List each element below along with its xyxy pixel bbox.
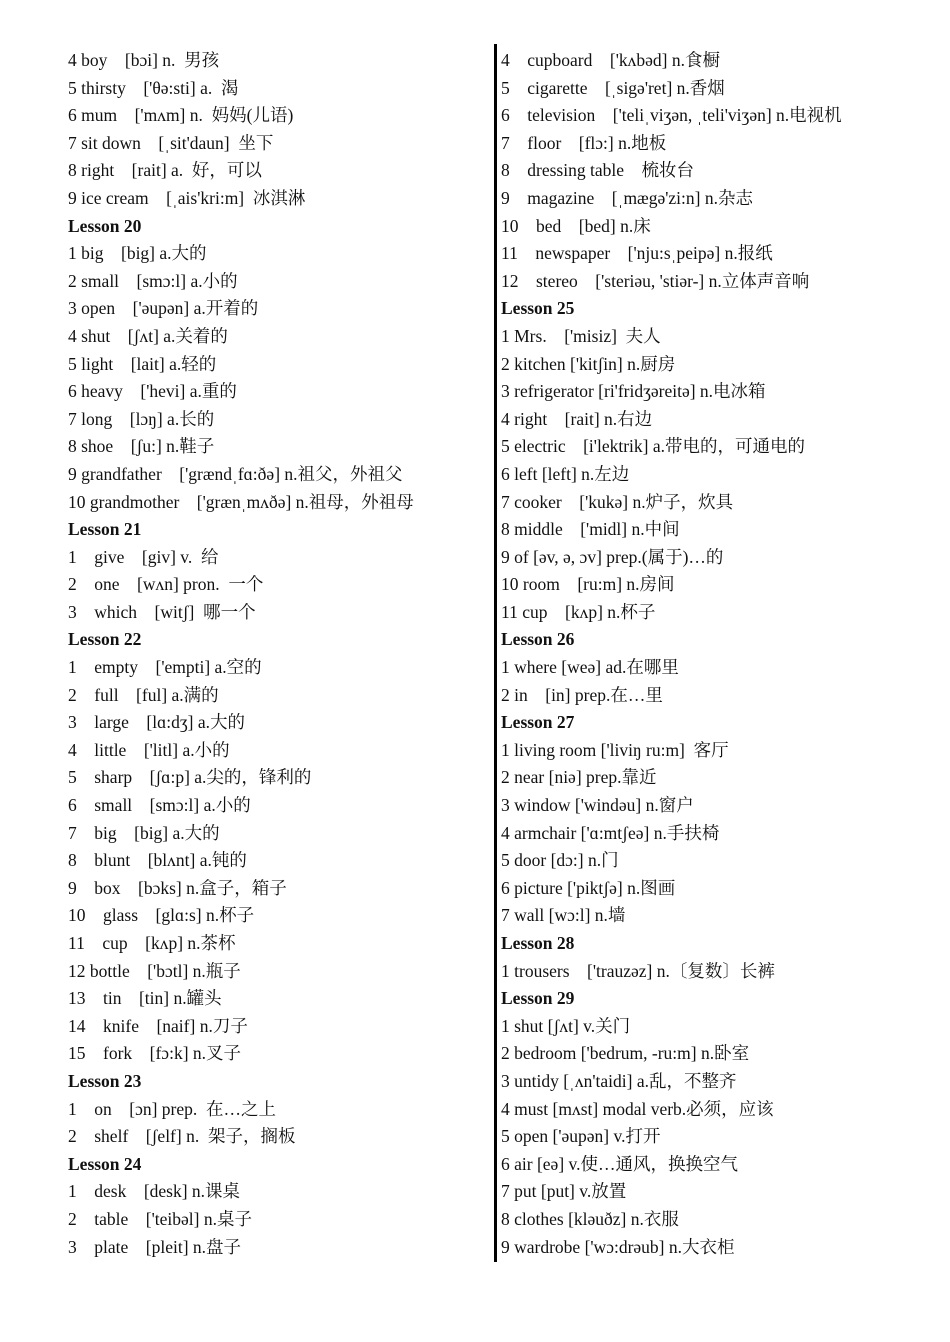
vocab-entry: 10 bed [bed] n.床 [501, 215, 651, 236]
vocab-entry: 15 fork [fɔ:k] n.叉子 [68, 1043, 242, 1064]
vocab-entry: 6 air [eə] v.使…通风，换换空气 [501, 1153, 739, 1174]
vocab-entry: 4 little ['litl] a.小的 [68, 739, 230, 760]
vocab-entry: 14 knife [naif] n.刀子 [68, 1015, 248, 1036]
vocab-entry: 3 large [lɑ:dʒ] a.大的 [68, 712, 245, 733]
lesson-heading: Lesson 28 [501, 933, 575, 953]
vocab-entry: 9 ice cream [ˌais'kri:m] 冰淇淋 [68, 187, 306, 208]
vocab-entry: 4 armchair ['ɑ:mtʃeə] n.手扶椅 [501, 822, 720, 843]
vocab-entry: 2 one [wʌn] pron. 一个 [68, 574, 264, 595]
vocab-entry: 1 on [ɔn] prep. 在…之上 [68, 1098, 277, 1119]
lesson-heading: Lesson 27 [501, 712, 575, 733]
vocab-entry: 7 sit down [ˌsit'daun] 坐下 [68, 132, 274, 153]
lesson-heading: Lesson 25 [501, 298, 575, 319]
right-column [501, 47, 941, 1261]
vocab-entry: 6 mum ['mʌm] n. 妈妈(儿语) [68, 105, 294, 126]
vocab-entry: 8 middle ['midl] n.中间 [501, 519, 680, 540]
vocab-entry: 12 bottle ['bɔtl] n.瓶子 [68, 960, 241, 981]
vocab-entry: 7 put [put] v.放置 [501, 1181, 627, 1202]
vocab-entry: 2 small [smɔ:l] a.小的 [68, 270, 238, 291]
vocab-entry: 3 untidy [ˌʌn'taidi] a.乱，不整齐 [501, 1070, 737, 1091]
vocab-entry: 6 picture ['piktʃə] n.图画 [501, 877, 676, 898]
vocab-entry: 13 tin [tin] n.罐头 [68, 988, 222, 1009]
vocab-entry: 1 trousers ['trauzəz] n.〔复数〕长裤 [501, 960, 775, 981]
vocab-entry: 9 wardrobe ['wɔ:drəub] n.大衣柜 [501, 1236, 735, 1257]
vocab-entry: 4 shut [ʃʌt] a.关着的 [68, 325, 228, 346]
vocab-entry: 7 floor [flɔ:] n.地板 [501, 132, 667, 153]
vocab-entry: 1 where [weə] ad.在哪里 [501, 657, 679, 678]
vocab-entry: 5 open ['əupən] v.打开 [501, 1126, 661, 1147]
vocab-entry: 2 near [niə] prep.靠近 [501, 767, 657, 788]
vocab-entry: 2 bedroom ['bedrum, -ru:m] n.卧室 [501, 1043, 750, 1064]
vocab-entry: 8 clothes [kləuðz] n.衣服 [501, 1208, 679, 1229]
vocab-entry: 1 living room ['liviŋ ru:m] 客厅 [501, 739, 729, 760]
vocab-entry: 2 kitchen ['kitʃin] n.厨房 [501, 353, 676, 374]
vocab-entry: 10 glass [glɑ:s] n.杯子 [68, 905, 255, 926]
vocab-entry: 6 television ['teliˌviʒən, ˌteli'viʒən] n.电视机 [501, 105, 842, 126]
vocab-entry: 1 shut [ʃʌt] v.关门 [501, 1015, 631, 1036]
vocab-entry: 4 boy [bɔi] n. 男孩 [68, 50, 220, 70]
lesson-heading: Lesson 29 [501, 988, 575, 1009]
vocab-entry: 12 stereo ['steriəu, 'stiər-] n.立体声音响 [501, 270, 810, 291]
vocab-entry: 3 which [witʃ] 哪一个 [68, 601, 256, 622]
column-divider [494, 44, 497, 1262]
vocab-entry: 6 heavy ['hevi] a.重的 [68, 381, 237, 402]
vocab-entry: 9 of [əv, ə, ɔv] prep.(属于)…的 [501, 546, 724, 567]
vocab-entry: 11 cup [kʌp] n.杯子 [501, 601, 656, 622]
vocab-entry: 9 magazine [ˌmægə'zi:n] n.杂志 [501, 187, 753, 208]
vocab-entry: 5 cigarette [ˌsigə'ret] n.香烟 [501, 77, 725, 98]
vocab-entry: 4 right [rait] n.右边 [501, 408, 653, 429]
vocab-entry: 1 big [big] a.大的 [68, 243, 207, 264]
vocab-entry: 3 refrigerator [ri'fridʒəreitə] n.电冰箱 [501, 381, 766, 402]
vocab-entry: 8 right [rait] a. 好，可以 [68, 160, 262, 181]
vocab-entry: 1 give [giv] v. 给 [68, 546, 219, 567]
vocab-entry: 8 shoe [ʃu:] n.鞋子 [68, 436, 215, 457]
vocab-entry: 5 thirsty ['θə:sti] a. 渴 [68, 77, 239, 98]
vocab-entry: 7 big [big] a.大的 [68, 822, 220, 843]
vocab-entry: 8 dressing table 梳妆台 [501, 160, 694, 181]
lesson-heading: Lesson 26 [501, 629, 575, 650]
vocab-entry: 4 cupboard ['kʌbəd] n.食橱 [501, 50, 720, 70]
lesson-heading: Lesson 24 [68, 1153, 142, 1174]
vocab-entry: 2 shelf [ʃelf] n. 架子，搁板 [68, 1126, 296, 1147]
vocab-entry: 4 must [mʌst] modal verb.必须，应该 [501, 1098, 774, 1119]
lesson-heading: Lesson 20 [68, 215, 142, 236]
vocab-entry: 5 light [lait] a.轻的 [68, 353, 217, 374]
vocab-entry: 6 left [left] n.左边 [501, 463, 630, 484]
left-column [68, 47, 488, 1261]
vocab-entry: 5 electric [i'lektrik] a.带电的，可通电的 [501, 436, 805, 457]
lesson-heading: Lesson 21 [68, 519, 142, 540]
vocab-entry: 3 plate [pleit] n.盘子 [68, 1236, 242, 1257]
vocab-entry: 5 sharp [ʃɑ:p] a.尖的，锋利的 [68, 767, 312, 788]
vocab-entry: 11 newspaper ['nju:sˌpeipə] n.报纸 [501, 243, 773, 264]
vocab-entry: 7 long [lɔŋ] a.长的 [68, 408, 215, 429]
vocab-entry: 6 small [smɔ:l] a.小的 [68, 795, 251, 816]
vocab-entry: 2 in [in] prep.在…里 [501, 684, 663, 705]
vocab-entry: 2 table ['teibəl] n.桌子 [68, 1208, 252, 1229]
vocab-entry: 2 full [ful] a.满的 [68, 684, 219, 705]
vocab-entry: 9 box [bɔks] n.盒子，箱子 [68, 877, 287, 898]
vocab-entry: 7 wall [wɔ:l] n.墙 [501, 905, 626, 926]
vocab-entry: 1 empty ['empti] a.空的 [68, 657, 262, 678]
vocab-entry: 10 grandmother ['grænˌmʌðə] n.祖母，外祖母 [68, 491, 414, 512]
lesson-heading: Lesson 23 [68, 1070, 142, 1091]
vocab-entry: 3 window ['windəu] n.窗户 [501, 795, 694, 816]
vocab-entry: 9 grandfather ['grændˌfɑ:ðə] n.祖父，外祖父 [68, 463, 403, 484]
vocab-entry: 7 cooker ['kukə] n.炉子，炊具 [501, 491, 734, 512]
vocab-entry: 3 open ['əupən] a.开着的 [68, 298, 259, 319]
vocab-entry: 1 desk [desk] n.课桌 [68, 1181, 241, 1202]
vocab-entry: 1 Mrs. ['misiz] 夫人 [501, 325, 661, 346]
lesson-heading: Lesson 22 [68, 629, 142, 650]
vocab-entry: 10 room [ru:m] n.房间 [501, 574, 675, 595]
vocab-entry: 5 door [dɔ:] n.门 [501, 850, 619, 871]
vocab-entry: 11 cup [kʌp] n.茶杯 [68, 933, 236, 953]
vocab-entry: 8 blunt [blʌnt] a.钝的 [68, 850, 247, 871]
